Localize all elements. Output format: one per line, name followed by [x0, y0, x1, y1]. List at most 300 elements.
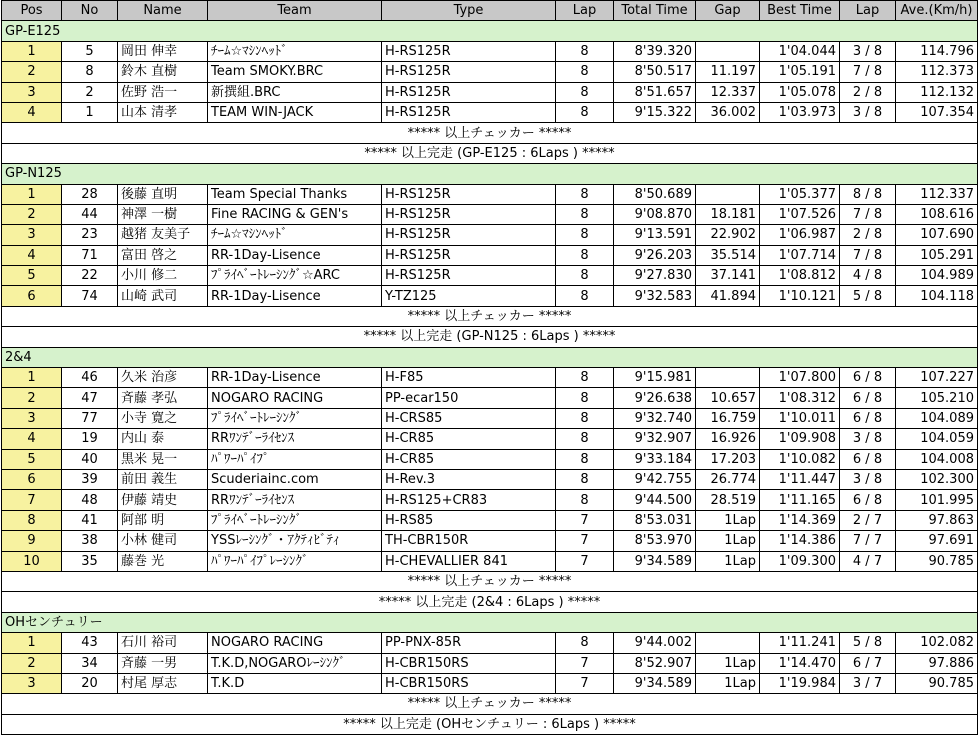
gap-cell: 11.197: [696, 62, 760, 82]
result-row: [2, 653, 978, 673]
no-cell: 44: [62, 204, 118, 224]
best-lap-cell: 2 / 7: [840, 510, 896, 530]
finish-note-row: [2, 592, 978, 612]
no-cell: 48: [62, 490, 118, 510]
col-header-average: Ave.(Km/h): [896, 1, 978, 21]
no-cell: 19: [62, 429, 118, 449]
name-cell: 斉藤 一男: [118, 653, 208, 673]
result-row: [2, 62, 978, 82]
col-header-best-time: Best Time: [760, 1, 840, 21]
best-lap-cell: 4 / 7: [840, 551, 896, 571]
result-row: [2, 368, 978, 388]
checker-note: ***** 以上チェッカー *****: [2, 571, 978, 591]
team-cell: Team SMOKY.BRC: [208, 62, 382, 82]
team-cell: ﾁｰﾑ☆ﾏｼﾝﾍｯﾄﾞ: [208, 225, 382, 245]
type-cell: H-F85: [382, 368, 556, 388]
best-time-cell: 1'05.078: [760, 82, 840, 102]
no-cell: 1: [62, 102, 118, 122]
pos-cell: 8: [2, 510, 62, 530]
checker-note-row: [2, 123, 978, 143]
pos-cell: 1: [2, 633, 62, 653]
total-time-cell: 9'32.907: [614, 429, 696, 449]
finish-note-row: [2, 143, 978, 163]
result-row: [2, 286, 978, 306]
type-cell: H-RS125R: [382, 62, 556, 82]
checker-note-row: [2, 571, 978, 591]
team-cell: T.K.D,NOGAROﾚｰｼﾝｸﾞ: [208, 653, 382, 673]
lap-cell: 7: [556, 531, 614, 551]
team-cell: RRﾜﾝﾃﾞｰﾗｲｾﾝｽ: [208, 490, 382, 510]
average-cell: 114.796: [896, 41, 978, 61]
best-lap-cell: 7 / 7: [840, 531, 896, 551]
gap-cell: 41.894: [696, 286, 760, 306]
best-time-cell: 1'05.191: [760, 62, 840, 82]
total-time-cell: 8'52.907: [614, 653, 696, 673]
result-row: [2, 204, 978, 224]
finish-note: ***** 以上完走 (2&4 : 6Laps ) *****: [2, 592, 978, 612]
best-time-cell: 1'05.377: [760, 184, 840, 204]
best-lap-cell: 5 / 8: [840, 286, 896, 306]
best-time-cell: 1'03.973: [760, 102, 840, 122]
total-time-cell: 8'53.031: [614, 510, 696, 530]
best-lap-cell: 2 / 8: [840, 82, 896, 102]
no-cell: 20: [62, 673, 118, 693]
pos-cell: 1: [2, 41, 62, 61]
gap-cell: 1Lap: [696, 673, 760, 693]
total-time-cell: 9'42.755: [614, 469, 696, 489]
average-cell: 104.059: [896, 429, 978, 449]
pos-cell: 2: [2, 204, 62, 224]
pos-cell: 5: [2, 266, 62, 286]
type-cell: H-RS125R: [382, 245, 556, 265]
total-time-cell: 9'44.002: [614, 633, 696, 653]
name-cell: 斉藤 孝弘: [118, 388, 208, 408]
no-cell: 41: [62, 510, 118, 530]
average-cell: 112.337: [896, 184, 978, 204]
no-cell: 74: [62, 286, 118, 306]
average-cell: 97.886: [896, 653, 978, 673]
total-time-cell: 9'34.589: [614, 673, 696, 693]
team-cell: RR-1Day-Lisence: [208, 286, 382, 306]
result-row: [2, 82, 978, 102]
result-row: [2, 266, 978, 286]
name-cell: 伊藤 靖史: [118, 490, 208, 510]
best-time-cell: 1'07.526: [760, 204, 840, 224]
lap-cell: 8: [556, 204, 614, 224]
finish-note: ***** 以上完走 (OHセンチュリー : 6Laps ) *****: [2, 714, 978, 734]
lap-cell: 7: [556, 673, 614, 693]
pos-cell: 5: [2, 449, 62, 469]
result-row: [2, 449, 978, 469]
col-header-gap: Gap: [696, 1, 760, 21]
best-time-cell: 1'07.800: [760, 368, 840, 388]
team-cell: ﾌﾟﾗｲﾍﾞｰﾄﾚｰｼﾝｸﾞ☆ARC: [208, 266, 382, 286]
team-cell: NOGARO RACING: [208, 633, 382, 653]
lap-cell: 8: [556, 225, 614, 245]
lap-cell: 8: [556, 388, 614, 408]
best-lap-cell: 3 / 8: [840, 102, 896, 122]
type-cell: H-RS125R: [382, 266, 556, 286]
average-cell: 102.082: [896, 633, 978, 653]
best-time-cell: 1'10.011: [760, 408, 840, 428]
best-lap-cell: 6 / 8: [840, 388, 896, 408]
gap-cell: 1Lap: [696, 653, 760, 673]
best-time-cell: 1'09.300: [760, 551, 840, 571]
best-time-cell: 1'10.082: [760, 449, 840, 469]
total-time-cell: 8'53.970: [614, 531, 696, 551]
team-cell: ﾊﾟﾜｰﾊﾟｲﾌﾟﾚｰｼﾝｸﾞ: [208, 551, 382, 571]
team-cell: ﾊﾟﾜｰﾊﾟｲﾌﾟ: [208, 449, 382, 469]
total-time-cell: 8'51.657: [614, 82, 696, 102]
average-cell: 97.863: [896, 510, 978, 530]
best-lap-cell: 7 / 8: [840, 245, 896, 265]
name-cell: 小林 健司: [118, 531, 208, 551]
lap-cell: 7: [556, 551, 614, 571]
gap-cell: [696, 41, 760, 61]
type-cell: H-CBR150RS: [382, 673, 556, 693]
team-cell: Fine RACING & GEN's: [208, 204, 382, 224]
lap-cell: 8: [556, 41, 614, 61]
average-cell: 101.995: [896, 490, 978, 510]
average-cell: 105.210: [896, 388, 978, 408]
no-cell: 8: [62, 62, 118, 82]
pos-cell: 4: [2, 429, 62, 449]
best-lap-cell: 3 / 8: [840, 429, 896, 449]
type-cell: H-Rev.3: [382, 469, 556, 489]
result-row: [2, 673, 978, 693]
result-row: [2, 408, 978, 428]
class-title: OHセンチュリー: [2, 612, 978, 632]
result-row: [2, 225, 978, 245]
best-time-cell: 1'14.369: [760, 510, 840, 530]
lap-cell: 8: [556, 82, 614, 102]
checker-note-row: [2, 306, 978, 326]
best-lap-cell: 6 / 8: [840, 490, 896, 510]
best-time-cell: 1'14.386: [760, 531, 840, 551]
gap-cell: 22.902: [696, 225, 760, 245]
name-cell: 鈴木 直樹: [118, 62, 208, 82]
gap-cell: 10.657: [696, 388, 760, 408]
best-lap-cell: 3 / 8: [840, 469, 896, 489]
no-cell: 43: [62, 633, 118, 653]
average-cell: 107.690: [896, 225, 978, 245]
no-cell: 5: [62, 41, 118, 61]
class-header-row: [2, 347, 978, 367]
type-cell: H-RS125R: [382, 204, 556, 224]
no-cell: 34: [62, 653, 118, 673]
best-lap-cell: 5 / 8: [840, 633, 896, 653]
total-time-cell: 8'39.320: [614, 41, 696, 61]
gap-cell: [696, 184, 760, 204]
total-time-cell: 9'44.500: [614, 490, 696, 510]
lap-cell: 8: [556, 62, 614, 82]
best-lap-cell: 3 / 7: [840, 673, 896, 693]
total-time-cell: 9'15.322: [614, 102, 696, 122]
best-lap-cell: 3 / 8: [840, 41, 896, 61]
col-header-best-lap: Lap: [840, 1, 896, 21]
team-cell: Team Special Thanks: [208, 184, 382, 204]
checker-note: ***** 以上チェッカー *****: [2, 306, 978, 326]
lap-cell: 8: [556, 286, 614, 306]
team-cell: T.K.D: [208, 673, 382, 693]
type-cell: H-CRS85: [382, 408, 556, 428]
name-cell: 小川 修二: [118, 266, 208, 286]
lap-cell: 8: [556, 449, 614, 469]
pos-cell: 9: [2, 531, 62, 551]
best-time-cell: 1'11.165: [760, 490, 840, 510]
average-cell: 97.691: [896, 531, 978, 551]
pos-cell: 6: [2, 469, 62, 489]
pos-cell: 1: [2, 184, 62, 204]
gap-cell: 36.002: [696, 102, 760, 122]
best-lap-cell: 6 / 8: [840, 368, 896, 388]
team-cell: YSSﾚｰｼﾝｸﾞ・ｱｸﾃｨﾋﾞﾃｨ: [208, 531, 382, 551]
best-lap-cell: 7 / 8: [840, 62, 896, 82]
type-cell: PP-ecar150: [382, 388, 556, 408]
no-cell: 35: [62, 551, 118, 571]
col-header-name: Name: [118, 1, 208, 21]
name-cell: 越猪 友美子: [118, 225, 208, 245]
class-title: GP-N125: [2, 164, 978, 184]
no-cell: 38: [62, 531, 118, 551]
best-lap-cell: 6 / 7: [840, 653, 896, 673]
gap-cell: 1Lap: [696, 510, 760, 530]
col-header-lap: Lap: [556, 1, 614, 21]
average-cell: 108.616: [896, 204, 978, 224]
pos-cell: 6: [2, 286, 62, 306]
checker-note: ***** 以上チェッカー *****: [2, 694, 978, 714]
name-cell: 山崎 武司: [118, 286, 208, 306]
name-cell: 石川 裕司: [118, 633, 208, 653]
finish-note: ***** 以上完走 (GP-E125 : 6Laps ) *****: [2, 143, 978, 163]
name-cell: 藤巻 光: [118, 551, 208, 571]
best-time-cell: 1'10.121: [760, 286, 840, 306]
class-header-row: [2, 612, 978, 632]
result-row: [2, 490, 978, 510]
best-lap-cell: 2 / 8: [840, 225, 896, 245]
pos-cell: 7: [2, 490, 62, 510]
class-title: GP-E125: [2, 21, 978, 41]
gap-cell: 12.337: [696, 82, 760, 102]
best-time-cell: 1'11.447: [760, 469, 840, 489]
total-time-cell: 9'27.830: [614, 266, 696, 286]
class-title: 2&4: [2, 347, 978, 367]
total-time-cell: 8'50.517: [614, 62, 696, 82]
pos-cell: 3: [2, 673, 62, 693]
class-header-row: [2, 21, 978, 41]
average-cell: 105.291: [896, 245, 978, 265]
team-cell: RRﾜﾝﾃﾞｰﾗｲｾﾝｽ: [208, 429, 382, 449]
name-cell: 山本 清孝: [118, 102, 208, 122]
total-time-cell: 9'08.870: [614, 204, 696, 224]
average-cell: 102.300: [896, 469, 978, 489]
total-time-cell: 9'15.981: [614, 368, 696, 388]
best-time-cell: 1'06.987: [760, 225, 840, 245]
team-cell: RR-1Day-Lisence: [208, 245, 382, 265]
name-cell: 小寺 寛之: [118, 408, 208, 428]
type-cell: H-RS125R: [382, 41, 556, 61]
gap-cell: [696, 633, 760, 653]
best-lap-cell: 4 / 8: [840, 266, 896, 286]
no-cell: 28: [62, 184, 118, 204]
average-cell: 104.989: [896, 266, 978, 286]
type-cell: H-RS125R: [382, 225, 556, 245]
result-row: [2, 41, 978, 61]
best-time-cell: 1'08.312: [760, 388, 840, 408]
results-body: [2, 21, 978, 735]
best-time-cell: 1'14.470: [760, 653, 840, 673]
name-cell: 神澤 一樹: [118, 204, 208, 224]
finish-note-row: [2, 327, 978, 347]
no-cell: 46: [62, 368, 118, 388]
average-cell: 112.132: [896, 82, 978, 102]
type-cell: H-CR85: [382, 429, 556, 449]
total-time-cell: 9'13.591: [614, 225, 696, 245]
gap-cell: 1Lap: [696, 531, 760, 551]
no-cell: 47: [62, 388, 118, 408]
best-time-cell: 1'08.812: [760, 266, 840, 286]
class-header-row: [2, 164, 978, 184]
results-table: [1, 0, 978, 735]
type-cell: H-CBR150RS: [382, 653, 556, 673]
pos-cell: 10: [2, 551, 62, 571]
lap-cell: 7: [556, 510, 614, 530]
type-cell: H-RS85: [382, 510, 556, 530]
name-cell: 阿部 明: [118, 510, 208, 530]
type-cell: H-RS125+CR83: [382, 490, 556, 510]
team-cell: ﾌﾟﾗｲﾍﾞｰﾄﾚｰｼﾝｸﾞ: [208, 408, 382, 428]
best-lap-cell: 6 / 8: [840, 408, 896, 428]
team-cell: Scuderiainc.com: [208, 469, 382, 489]
average-cell: 104.118: [896, 286, 978, 306]
no-cell: 77: [62, 408, 118, 428]
type-cell: PP-PNX-85R: [382, 633, 556, 653]
average-cell: 107.227: [896, 368, 978, 388]
name-cell: 内山 泰: [118, 429, 208, 449]
best-time-cell: 1'19.984: [760, 673, 840, 693]
name-cell: 前田 義生: [118, 469, 208, 489]
lap-cell: 8: [556, 408, 614, 428]
gap-cell: 17.203: [696, 449, 760, 469]
lap-cell: 8: [556, 429, 614, 449]
team-cell: TEAM WIN-JACK: [208, 102, 382, 122]
type-cell: Y-TZ125: [382, 286, 556, 306]
best-lap-cell: 7 / 8: [840, 204, 896, 224]
lap-cell: 8: [556, 633, 614, 653]
best-time-cell: 1'09.908: [760, 429, 840, 449]
total-time-cell: 9'32.740: [614, 408, 696, 428]
total-time-cell: 9'32.583: [614, 286, 696, 306]
no-cell: 71: [62, 245, 118, 265]
type-cell: H-RS125R: [382, 102, 556, 122]
type-cell: H-CR85: [382, 449, 556, 469]
gap-cell: 18.181: [696, 204, 760, 224]
lap-cell: 8: [556, 184, 614, 204]
pos-cell: 3: [2, 82, 62, 102]
best-time-cell: 1'07.714: [760, 245, 840, 265]
total-time-cell: 9'33.184: [614, 449, 696, 469]
name-cell: 村尾 厚志: [118, 673, 208, 693]
checker-note: ***** 以上チェッカー *****: [2, 123, 978, 143]
lap-cell: 7: [556, 653, 614, 673]
col-header-pos: Pos: [2, 1, 62, 21]
lap-cell: 8: [556, 469, 614, 489]
lap-cell: 8: [556, 245, 614, 265]
type-cell: H-RS125R: [382, 184, 556, 204]
total-time-cell: 9'34.589: [614, 551, 696, 571]
pos-cell: 1: [2, 368, 62, 388]
result-row: [2, 245, 978, 265]
pos-cell: 3: [2, 225, 62, 245]
result-row: [2, 102, 978, 122]
average-cell: 112.373: [896, 62, 978, 82]
gap-cell: 16.926: [696, 429, 760, 449]
col-header-no: No: [62, 1, 118, 21]
gap-cell: 35.514: [696, 245, 760, 265]
no-cell: 23: [62, 225, 118, 245]
name-cell: 佐野 浩一: [118, 82, 208, 102]
total-time-cell: 9'26.203: [614, 245, 696, 265]
gap-cell: [696, 368, 760, 388]
gap-cell: 1Lap: [696, 551, 760, 571]
lap-cell: 8: [556, 490, 614, 510]
header-row: [2, 1, 978, 21]
result-row: [2, 429, 978, 449]
gap-cell: 16.759: [696, 408, 760, 428]
pos-cell: 4: [2, 102, 62, 122]
gap-cell: 26.774: [696, 469, 760, 489]
name-cell: 後藤 直明: [118, 184, 208, 204]
lap-cell: 8: [556, 266, 614, 286]
no-cell: 39: [62, 469, 118, 489]
result-row: [2, 551, 978, 571]
average-cell: 90.785: [896, 551, 978, 571]
average-cell: 107.354: [896, 102, 978, 122]
no-cell: 22: [62, 266, 118, 286]
lap-cell: 8: [556, 368, 614, 388]
type-cell: TH-CBR150R: [382, 531, 556, 551]
total-time-cell: 9'26.638: [614, 388, 696, 408]
name-cell: 岡田 伸幸: [118, 41, 208, 61]
gap-cell: 28.519: [696, 490, 760, 510]
team-cell: ﾌﾟﾗｲﾍﾞｰﾄﾚｰｼﾝｸﾞ: [208, 510, 382, 530]
no-cell: 2: [62, 82, 118, 102]
pos-cell: 2: [2, 653, 62, 673]
col-header-total-time: Total Time: [614, 1, 696, 21]
best-lap-cell: 6 / 8: [840, 449, 896, 469]
average-cell: 104.008: [896, 449, 978, 469]
result-row: [2, 184, 978, 204]
finish-note-row: [2, 714, 978, 734]
gap-cell: 37.141: [696, 266, 760, 286]
no-cell: 40: [62, 449, 118, 469]
type-cell: H-RS125R: [382, 82, 556, 102]
type-cell: H-CHEVALLIER 841: [382, 551, 556, 571]
best-time-cell: 1'11.241: [760, 633, 840, 653]
team-cell: NOGARO RACING: [208, 388, 382, 408]
name-cell: 富田 啓之: [118, 245, 208, 265]
name-cell: 黒米 晃一: [118, 449, 208, 469]
result-row: [2, 531, 978, 551]
pos-cell: 2: [2, 388, 62, 408]
result-row: [2, 633, 978, 653]
result-row: [2, 388, 978, 408]
col-header-team: Team: [208, 1, 382, 21]
lap-cell: 8: [556, 102, 614, 122]
average-cell: 104.089: [896, 408, 978, 428]
pos-cell: 3: [2, 408, 62, 428]
pos-cell: 2: [2, 62, 62, 82]
